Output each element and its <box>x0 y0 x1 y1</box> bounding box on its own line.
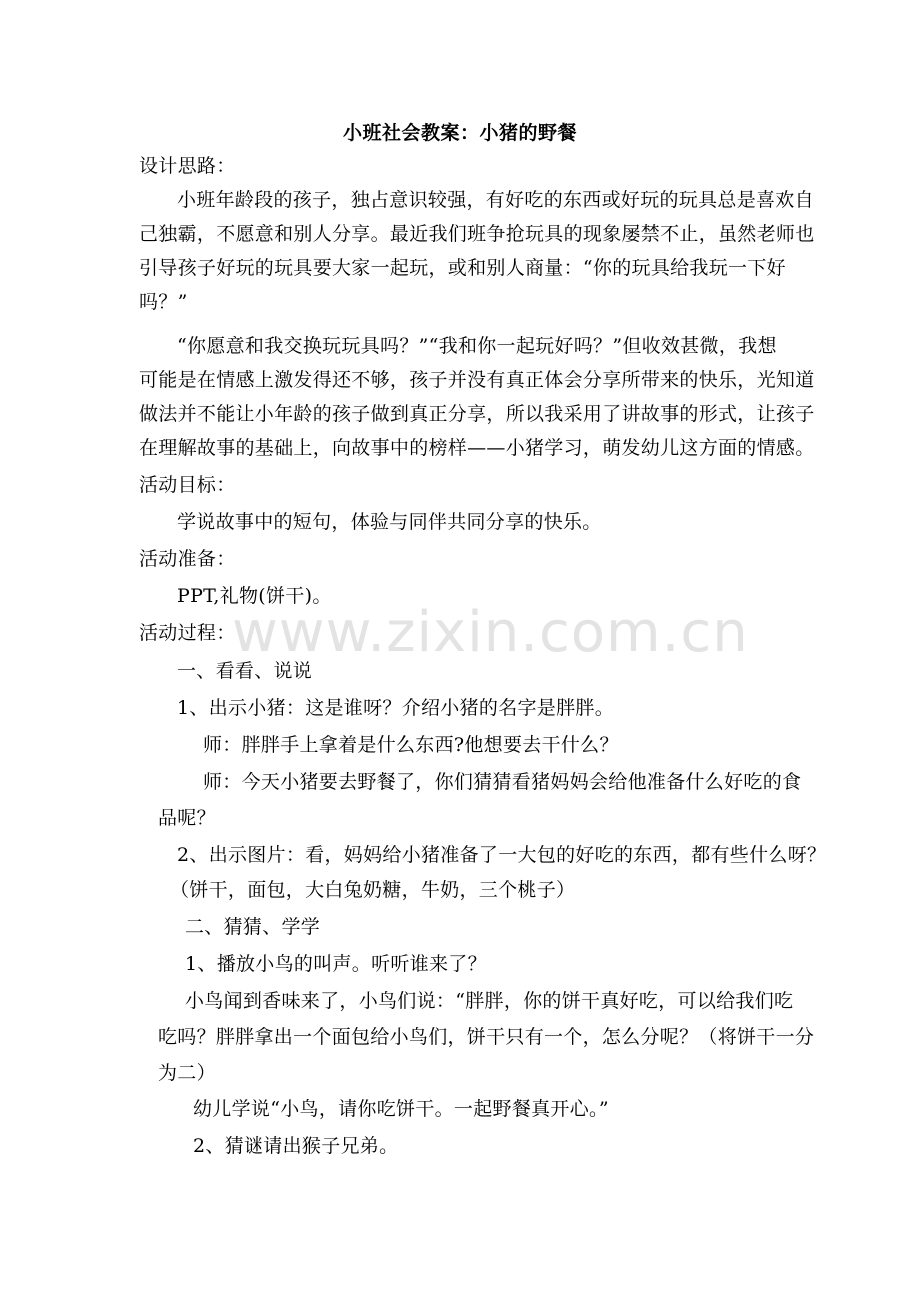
paragraph-line: 小班年龄段的孩子，独占意识较强，有好吃的东西或好玩的玩具总是喜欢自 <box>177 189 814 211</box>
paragraph-line: 师：今天小猪要去野餐了，你们猜猜看猪妈妈会给他准备什么好吃的食 <box>203 771 802 793</box>
step-heading-2: 二、猜猜、学学 <box>185 916 321 938</box>
paragraph-line: 小鸟闻到香味来了，小鸟们说：“胖胖，你的饼干真好吃，可以给我们吃 <box>185 990 794 1012</box>
section-heading-design-idea: 设计思路： <box>139 155 236 177</box>
paragraph-line: 在理解故事的基础上，向故事中的榜样——小猪学习，萌发幼儿这方面的情感。 <box>139 437 815 459</box>
paragraph-line: 为二） <box>158 1062 216 1084</box>
paragraph-line: 吗？” <box>139 291 188 313</box>
watermark: www.zixin.com.cn <box>232 600 749 665</box>
document-title: 小班社会教案：小猪的野餐 <box>342 122 577 144</box>
paragraph-line: “你愿意和我交换玩玩具吗？”“我和你一起玩好吗？”但收效甚微，我想 <box>177 335 777 357</box>
paragraph-line: 1、出示小猪：这是谁呀？介绍小猪的名字是胖胖。 <box>177 697 614 719</box>
paragraph-line: 吃吗？胖胖拿出一个面包给小鸟们，饼干只有一个，怎么分呢？（将饼干一分 <box>158 1026 815 1048</box>
section-heading-process: 活动过程： <box>139 622 236 644</box>
paragraph-line: PPT,礼物(饼干)。 <box>177 585 332 607</box>
paragraph-line: 己独霸，不愿意和别人分享。最近我们班争抢玩具的现象屡禁不止，虽然老师也 <box>139 223 815 245</box>
paragraph-line: 幼儿学说“小鸟，请你吃饼干。一起野餐真开心。” <box>193 1098 609 1120</box>
section-heading-preparation: 活动准备： <box>139 548 236 570</box>
section-heading-goals: 活动目标： <box>139 474 236 496</box>
paragraph-line: 做法并不能让小年龄的孩子做到真正分享，所以我采用了讲故事的形式，让孩子 <box>139 403 815 425</box>
paragraph-line: 1、播放小鸟的叫声。听听谁来了？ <box>185 953 487 975</box>
paragraph-line: 2、出示图片：看，妈妈给小猪准备了一大包的好吃的东西，都有些什么呀？ <box>177 844 827 866</box>
paragraph-line: （饼干，面包，大白兔奶糖，牛奶，三个桃子） <box>170 879 576 901</box>
step-heading-1: 一、看看、说说 <box>177 660 313 682</box>
paragraph-line: 学说故事中的短句，体验与同伴共同分享的快乐。 <box>177 511 602 533</box>
paragraph-line: 师：胖胖手上拿着是什么东西?他想要去干什么？ <box>203 734 619 756</box>
paragraph-line: 引导孩子好玩的玩具要大家一起玩，或和别人商量：“你的玩具给我玩一下好 <box>139 257 786 279</box>
paragraph-line: 品呢？ <box>158 807 216 829</box>
paragraph-line: 可能是在情感上激发得还不够，孩子并没有真正体会分享所带来的快乐，光知道 <box>139 369 815 391</box>
paragraph-line: 2、猜谜请出猴子兄弟。 <box>193 1135 399 1157</box>
